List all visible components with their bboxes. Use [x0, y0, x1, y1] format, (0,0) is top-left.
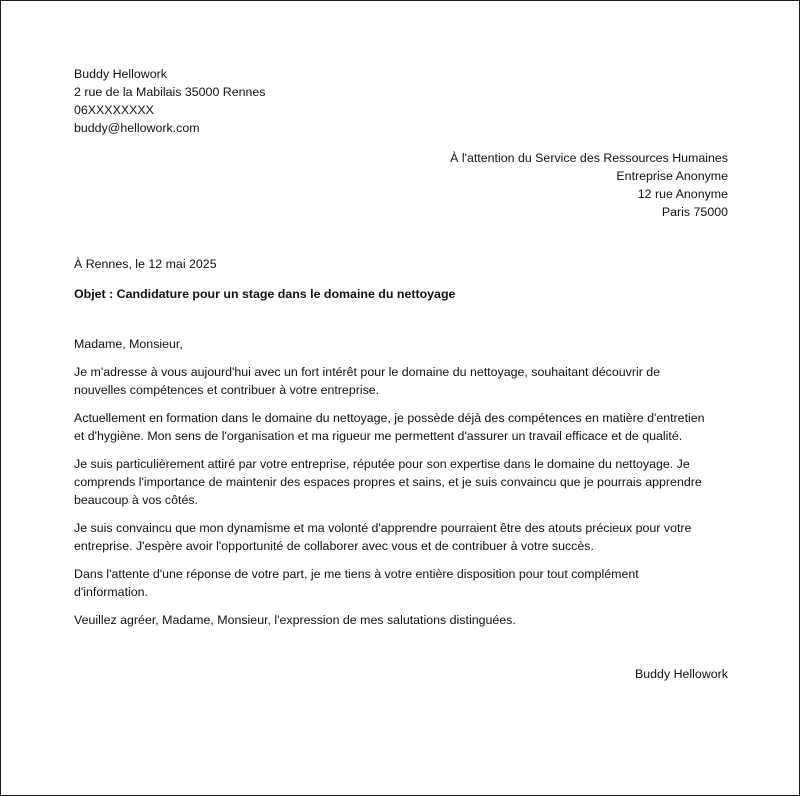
paragraph-line: et d'hygiène. Mon sens de l'organisation et ma rigueur me permettent d'assurer un travail efficace et de qualité.	[74, 429, 683, 443]
paragraph-line: d'information.	[74, 585, 148, 599]
subject-line: Objet : Candidature pour un stage dans le domaine du nettoyage	[74, 287, 456, 301]
sender-name: Buddy Hellowork	[74, 67, 167, 81]
sender-phone: 06XXXXXXXX	[74, 103, 154, 117]
body-paragraph	[74, 363, 728, 399]
date-line: À Rennes, le 12 mai 2025	[74, 257, 217, 271]
salutation: Madame, Monsieur,	[74, 337, 183, 351]
paragraph-line: Veuillez agréer, Madame, Monsieur, l'expression de mes salutations distinguées.	[74, 613, 516, 627]
recipient-block	[74, 149, 728, 221]
paragraph-line: Dans l'attente d'une réponse de votre part, je me tiens à votre entière disposition pour tout complément	[74, 567, 639, 581]
recipient-city: Paris 75000	[661, 205, 728, 219]
body-paragraph	[74, 455, 728, 509]
sender-block	[74, 65, 728, 137]
body-paragraph	[74, 565, 728, 601]
paragraph-line: nouvelles compétences et contribuer à votre entreprise.	[74, 383, 380, 397]
closing-paragraph	[74, 611, 728, 629]
sender-address: 2 rue de la Mabilais 35000 Rennes	[74, 85, 266, 99]
sender-email: buddy@hellowork.com	[74, 121, 200, 135]
recipient-attention: À l'attention du Service des Ressources Humaines	[450, 151, 728, 165]
body-paragraph	[74, 409, 728, 445]
letter-body	[74, 363, 728, 629]
paragraph-line: comprends l'importance de maintenir des espaces propres et sains, et je suis convaincu que je pourrais apprendre	[74, 475, 702, 489]
paragraph-line: Je suis convaincu que mon dynamisme et ma volonté d'apprendre pourraient être des atouts précieux pour votre	[74, 521, 692, 535]
letter-content	[74, 65, 728, 683]
body-paragraph	[74, 519, 728, 555]
paragraph-line: Actuellement en formation dans le domaine du nettoyage, je possède déjà des compétences en matière d'entretien	[74, 411, 705, 425]
recipient-street: 12 rue Anonyme	[637, 187, 728, 201]
paragraph-line: entreprise. J'espère avoir l'opportunité de collaborer avec vous et de contribuer à votre succès.	[74, 539, 594, 553]
paragraph-line: beaucoup à vos côtés.	[74, 493, 198, 507]
paragraph-line: Je suis particulièrement attiré par votre entreprise, réputée pour son expertise dans le domaine du nettoyage. Je	[74, 457, 690, 471]
paragraph-line: Je m'adresse à vous aujourd'hui avec un fort intérêt pour le domaine du nettoyage, souhaitant découvrir de	[74, 365, 661, 379]
recipient-company: Entreprise Anonyme	[616, 169, 728, 183]
signature: Buddy Hellowork	[635, 667, 728, 681]
